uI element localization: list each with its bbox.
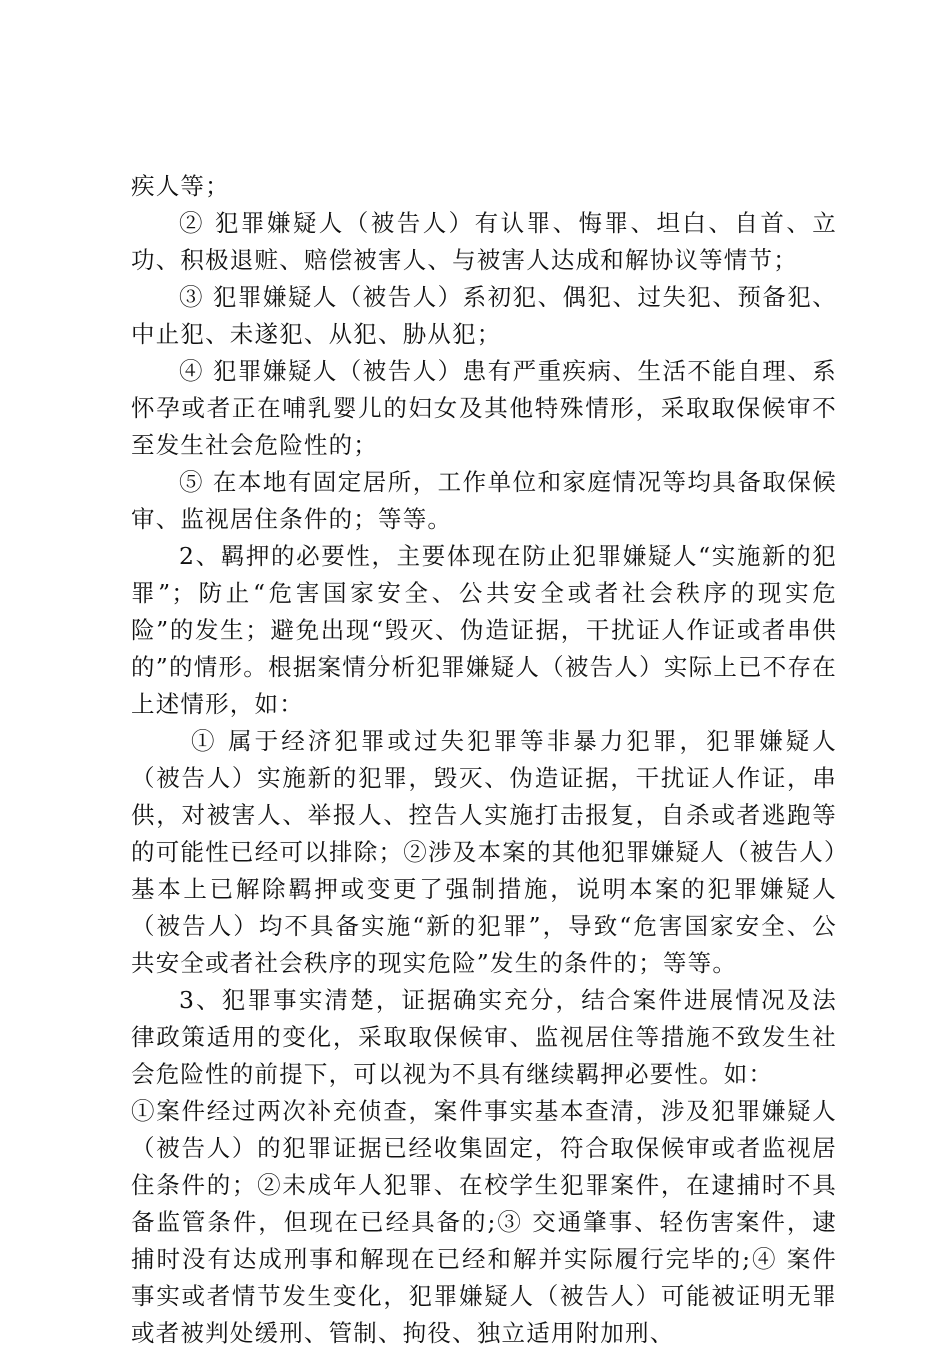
section-3-paragraph: 3、犯罪事实清楚，证据确实充分，结合案件进展情况及法律政策适用的变化，采取取保候审、监视居住等措施不致发生社会危险性的前提下，可以视为不具有继续羁押必要性。如： <box>131 986 837 1088</box>
section-3-examples: ①案件经过两次补充侦查，案件事实基本查清，涉及犯罪嫌疑人（被告人）的犯罪证据已经收集固定，符合取保候审或者监视居住条件的；②未成年人犯罪、在校学生犯罪案件，在逮捕时不具备监管条件，但现在已经具备的;③ 交通肇事、轻伤害案件，逮捕时没有达成刑事和解现在已经和解并实际履行完毕的;④ 案件事实或者情节发生变化，犯罪嫌疑人（被告人）可能被证明无罪或者被判处缓刑、管制、拘役、独立适用附加刑、 <box>131 1097 837 1347</box>
list-item-2: ② 犯罪嫌疑人（被告人）有认罪、悔罪、坦白、自首、立功、积极退赃、赔偿被害人、与被害人达成和解协议等情节； <box>131 209 837 274</box>
section-2-examples: ① 属于经济犯罪或过失犯罪等非暴力犯罪，犯罪嫌疑人（被告人）实施新的犯罪，毁灭、伪造证据，干扰证人作证，串供，对被害人、举报人、控告人实施打击报复，自杀或者逃跑等的可能性已经可以排除；②涉及本案的其他犯罪嫌疑人（被告人）基本上已解除羁押或变更了强制措施，说明本案的犯罪嫌疑人（被告人）均不具备实施“新的犯罪”，导致“危害国家安全、公共安全或者社会秩序的现实危险”发生的条件的；等等。 <box>131 727 837 977</box>
list-item-4: ④ 犯罪嫌疑人（被告人）患有严重疾病、生活不能自理、系怀孕或者正在哺乳婴儿的妇女及其他特殊情形，采取取保候审不至发生社会危险性的； <box>131 357 837 459</box>
document-body <box>131 168 837 1352</box>
list-item-3: ③ 犯罪嫌疑人（被告人）系初犯、偶犯、过失犯、预备犯、中止犯、未遂犯、从犯、胁从犯； <box>131 283 837 348</box>
section-2-paragraph: 2、羁押的必要性，主要体现在防止犯罪嫌疑人“实施新的犯罪”；防止“危害国家安全、公共安全或者社会秩序的现实危险”的发生；避免出现“毁灭、伪造证据，干扰证人作证或者串供的”的情形。根据案情分析犯罪嫌疑人（被告人）实际上已不存在上述情形，如： <box>131 542 837 718</box>
list-item-5: ⑤ 在本地有固定居所，工作单位和家庭情况等均具备取保候审、监视居住条件的；等等。 <box>131 468 837 533</box>
paragraph-continuation: 疾人等； <box>131 172 230 200</box>
